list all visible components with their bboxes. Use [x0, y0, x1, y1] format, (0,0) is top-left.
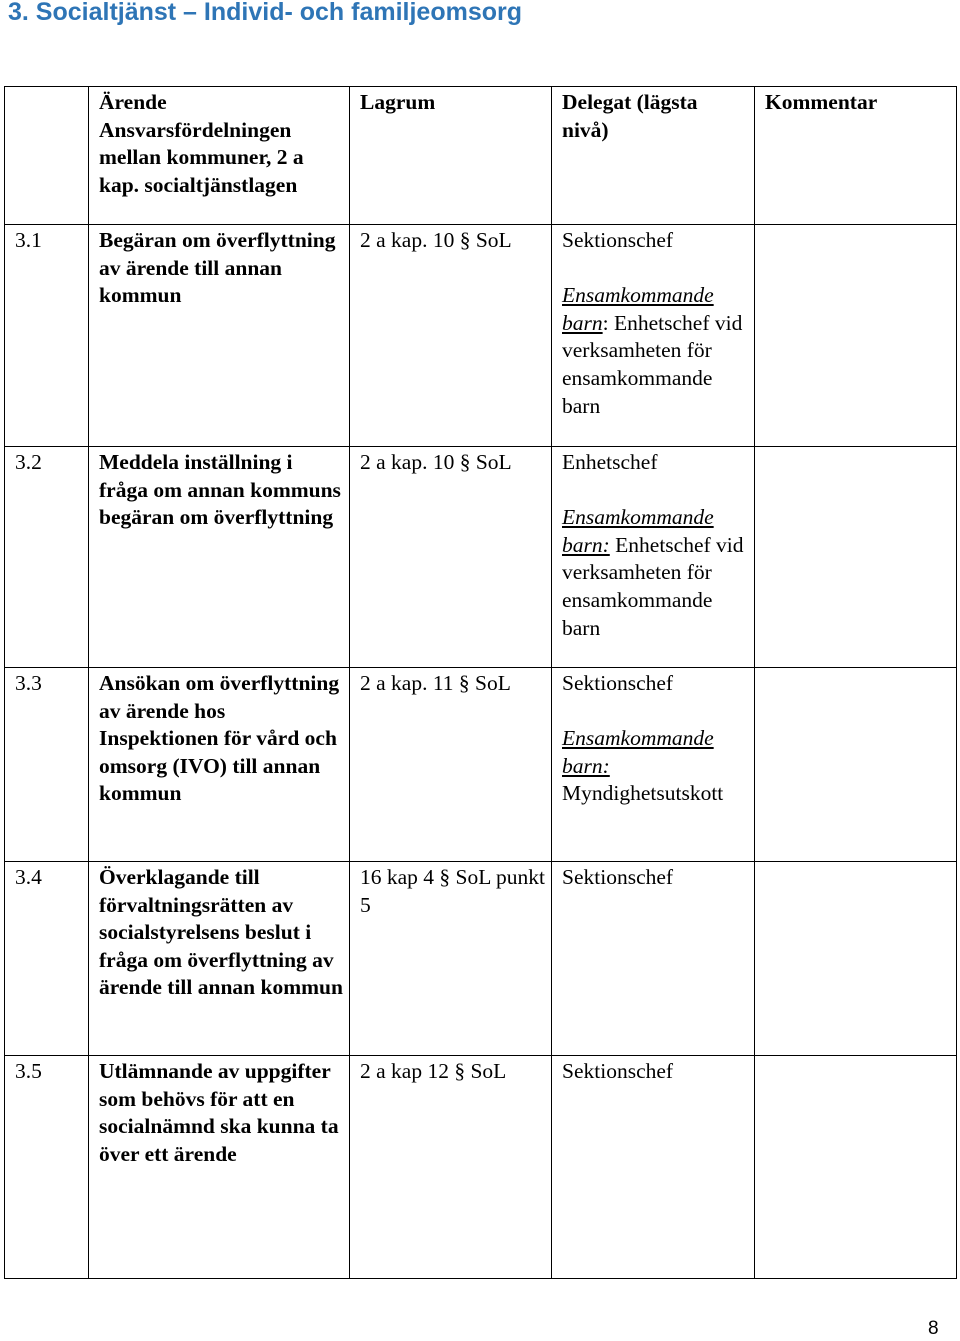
ensamkommande-separator: :: [602, 310, 614, 335]
header-lagrum: Lagrum: [360, 90, 436, 114]
table-row: [5, 668, 957, 862]
delegat-main: Sektionschef: [562, 228, 674, 252]
header-arende: Ärende Ansvarsfördelningen mellan kommuner, 2 a kap. socialtjänstlagen: [99, 90, 304, 197]
row-delegat: [552, 225, 754, 420]
row-number: 3.1: [15, 228, 42, 252]
header-kommentar-cell: [755, 87, 957, 225]
row-delegat: Sektionschef: [562, 1059, 674, 1083]
header-arende-cell: [89, 87, 350, 225]
table-row: [5, 1056, 957, 1279]
row-kommentar: [755, 862, 956, 864]
ensamkommande-delegat: Enhetschef vid verksamheten för ensamkommande barn: [562, 310, 743, 418]
row-lagrum: 16 kap 4 § SoL punkt 5: [360, 865, 545, 917]
ensamkommande-label: Ensamkommande barn:: [562, 505, 714, 557]
row-kommentar: [755, 668, 956, 670]
ensamkommande-label: Ensamkommande barn: [562, 283, 714, 335]
table-row: [5, 225, 957, 447]
page-heading: 3. Socialtjänst – Individ- och familjeomsorg: [8, 0, 523, 26]
row-kommentar: [755, 447, 956, 449]
row-delegat: [552, 668, 754, 808]
row-kommentar: [755, 1056, 956, 1058]
row-arende: Ansökan om överflyttning av ärende hos Inspektionen för vård och omsorg (IVO) till annan kommun: [99, 671, 340, 806]
table-row: [5, 447, 957, 668]
header-num-cell: [5, 87, 89, 225]
row-arende: Utlämnande av uppgifter som behövs för att en socialnämnd ska kunna ta över ett ärende: [99, 1059, 339, 1166]
table-header-row: [5, 87, 957, 225]
delegation-table: [4, 86, 957, 1279]
header-lagrum-cell: [350, 87, 552, 225]
ensamkommande-block: [562, 282, 748, 420]
delegat-main: Sektionschef: [562, 671, 674, 695]
row-arende: Överklagande till förvaltningsrätten av socialstyrelsens beslut i fråga om överflyttning av ärende till annan kommun: [99, 865, 343, 1000]
row-arende: Begäran om överflyttning av ärende till annan kommun: [99, 228, 336, 308]
page-number: 8: [928, 1318, 939, 1339]
row-lagrum: 2 a kap 12 § SoL: [360, 1059, 507, 1083]
header-delegat: Delegat (lägsta nivå): [562, 90, 698, 142]
header-delegat-cell: [552, 87, 755, 225]
row-number: 3.2: [15, 450, 42, 474]
row-delegat: [552, 447, 754, 642]
row-number: 3.5: [15, 1059, 42, 1083]
row-lagrum: 2 a kap. 10 § SoL: [360, 450, 512, 474]
row-lagrum: 2 a kap. 11 § SoL: [360, 671, 511, 695]
delegat-main: Enhetschef: [562, 450, 658, 474]
ensamkommande-block: [562, 725, 748, 808]
row-number: 3.4: [15, 865, 42, 889]
row-arende: Meddela inställning i fråga om annan kommuns begäran om överflyttning: [99, 450, 341, 530]
row-delegat: Sektionschef: [562, 865, 674, 889]
ensamkommande-delegat: Enhetschef vid verksamheten för ensamkommande barn: [562, 532, 744, 640]
row-kommentar: [755, 225, 956, 227]
row-number: 3.3: [15, 671, 42, 695]
ensamkommande-block: [562, 504, 748, 642]
table-row: [5, 862, 957, 1056]
row-lagrum: 2 a kap. 10 § SoL: [360, 228, 512, 252]
header-kommentar: Kommentar: [765, 90, 878, 114]
ensamkommande-delegat: Myndighetsutskott: [562, 781, 724, 806]
ensamkommande-label: Ensamkommande barn:: [562, 726, 714, 778]
